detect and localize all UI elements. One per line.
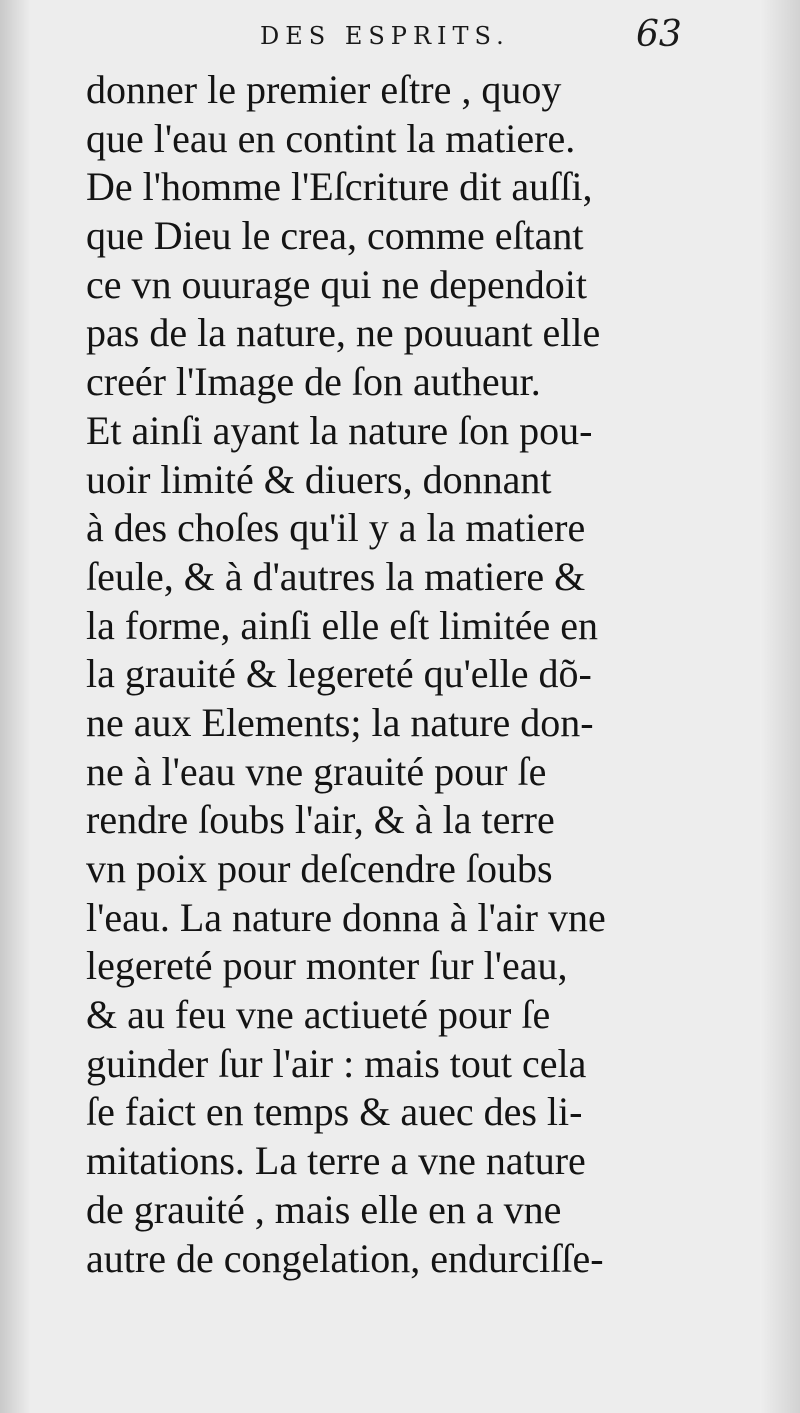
text-line: ce vn ouurage qui ne dependoit [86, 261, 587, 307]
text-line: & au feu vne actiueté pour ſe [86, 992, 551, 1038]
text-line: ſeule, & à d'autres la matiere & [86, 553, 586, 599]
text-line: pas de la nature, ne pouuant elle [86, 310, 601, 356]
text-line: vn poix pour deſcendre ſoubs [86, 846, 553, 891]
page-gutter-shadow [0, 0, 30, 1413]
text-line: ſe faict en temps & auec des li- [86, 1089, 583, 1135]
text-line: De l'homme l'Eſcriture dit auſſi, [86, 164, 593, 210]
text-line: mitations. La terre a vne nature [86, 1138, 586, 1184]
text-line: à des choſes qu'il y a la matiere [86, 505, 586, 551]
text-line: de grauité , mais elle en a vne [86, 1186, 562, 1232]
text-line: que l'eau en contint la matiere. [86, 115, 576, 161]
text-line: donner le premier eſtre , quoy [86, 67, 562, 112]
body-text [86, 66, 786, 1283]
running-title: DES ESPRITS. [260, 22, 510, 50]
text-line: uoir limité & diuers, donnant [86, 456, 552, 502]
text-line: l'eau. La nature donna à l'air vne [86, 894, 606, 940]
text-line: autre de congelation, endurciſſe- [86, 1235, 604, 1281]
text-line: guinder ſur l'air : mais tout cela [86, 1040, 587, 1086]
text-line: creér l'Image de ſon autheur. [86, 359, 541, 405]
text-line: rendre ſoubs l'air, & à la terre [86, 797, 555, 843]
text-line: que Dieu le crea, comme eſtant [86, 213, 584, 259]
text-line: la grauité & legereté qu'elle dõ- [86, 651, 592, 697]
text-line: ne aux Elements; la nature don- [86, 699, 594, 745]
text-line: ne à l'eau vne grauité pour ſe [86, 748, 547, 794]
text-line: legereté pour monter ſur l'eau, [86, 943, 568, 989]
text-line: Et ainſi ayant la nature ſon pou- [86, 407, 593, 453]
page-number: 63 [636, 14, 682, 55]
text-line: la forme, ainſi elle eſt limitée en [86, 602, 599, 648]
